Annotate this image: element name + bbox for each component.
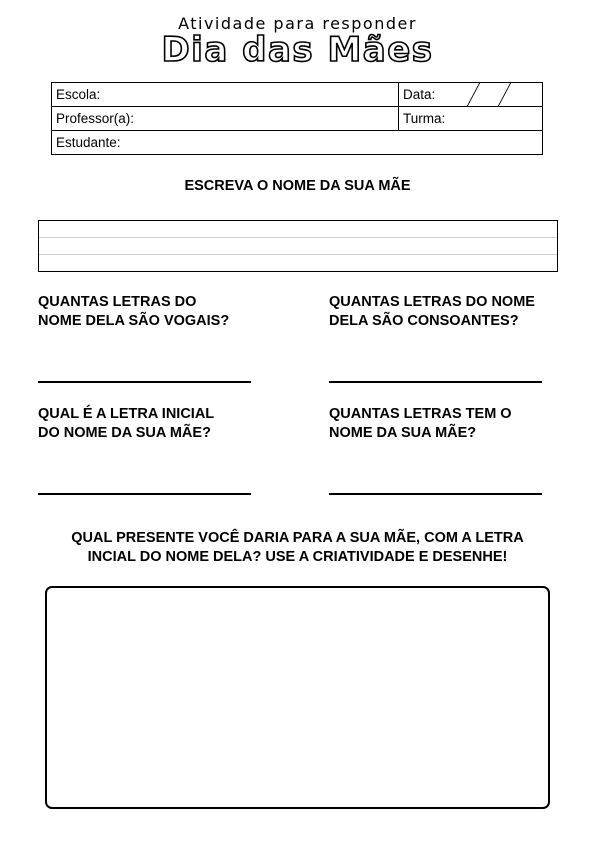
initial-letter-question: QUAL É A LETRA INICIAL DO NOME DA SUA MÃE?	[38, 406, 215, 441]
class-field[interactable]	[399, 107, 543, 131]
teacher-label: Professor(a):	[56, 111, 135, 126]
drawing-box[interactable]	[45, 586, 550, 809]
writing-guide-line	[39, 237, 557, 238]
vowels-answer-line[interactable]	[38, 381, 251, 383]
writing-guide-line	[39, 254, 557, 255]
class-label: Turma:	[403, 111, 446, 126]
page-title: Dia das Mães	[161, 30, 434, 70]
student-field[interactable]	[52, 131, 543, 155]
mother-name-writing-box[interactable]	[38, 220, 558, 272]
consonants-question: QUANTAS LETRAS DO NOME DELA SÃO CONSOANTES?	[329, 294, 535, 329]
school-field[interactable]	[52, 83, 399, 107]
date-field[interactable]	[399, 83, 543, 107]
letter-count-question: QUANTAS LETRAS TEM O NOME DA SUA MÃE?	[329, 406, 512, 441]
school-label: Escola:	[56, 87, 101, 102]
consonants-answer-line[interactable]	[329, 381, 542, 383]
date-separator	[498, 83, 511, 106]
activity-subtitle: Atividade para responder	[178, 14, 417, 33]
student-info-table	[51, 82, 543, 155]
date-label: Data:	[403, 87, 436, 102]
student-label: Estudante:	[56, 135, 121, 150]
mother-name-question: ESCREVA O NOME DA SUA MÃE	[184, 178, 411, 194]
gift-question: QUAL PRESENTE VOCÊ DARIA PARA A SUA MÃE, COM A LETRA INCIAL DO NOME DELA? USE A CRIATIVIDADE E DESENHE!	[71, 530, 524, 565]
date-separator	[467, 83, 480, 106]
initial-letter-answer-line[interactable]	[38, 493, 251, 495]
letter-count-answer-line[interactable]	[329, 493, 542, 495]
teacher-field[interactable]	[52, 107, 399, 131]
vowels-question: QUANTAS LETRAS DO NOME DELA SÃO VOGAIS?	[38, 294, 230, 329]
